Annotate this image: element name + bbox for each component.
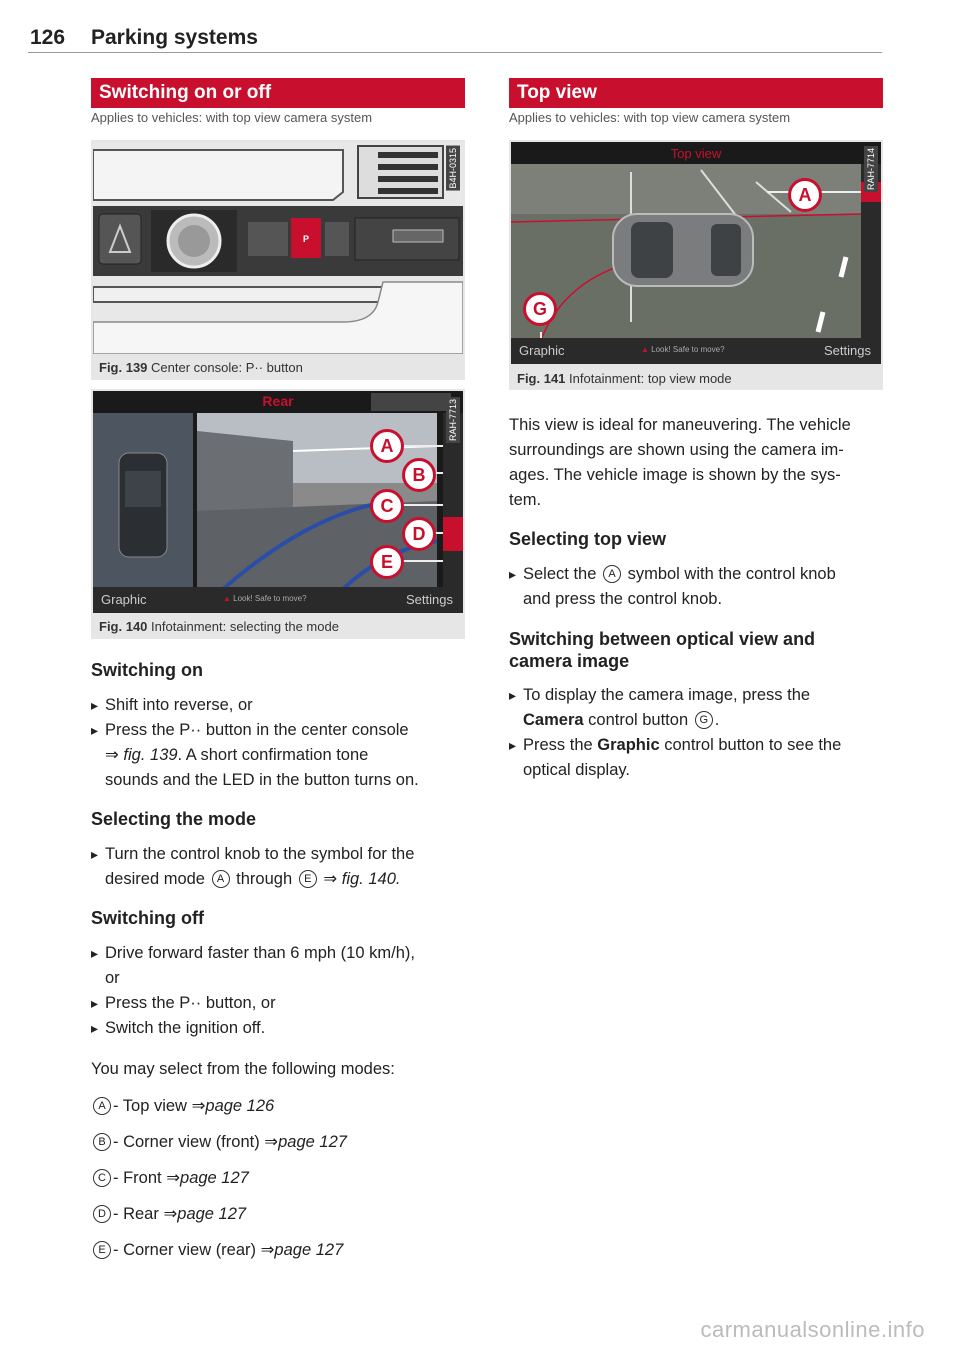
intro-line-1: This view is ideal for maneuvering. The vehicle	[509, 416, 851, 434]
rear-camera-illustration	[93, 391, 463, 613]
modes-intro: You may select from the following modes:	[91, 1060, 395, 1078]
graphic-softkey: Graphic	[101, 592, 147, 607]
heading-selecting-mode: Selecting the mode	[91, 809, 257, 829]
caption-number: Fig. 141	[517, 371, 566, 386]
page-number: 126	[30, 26, 66, 49]
heading-switching-views: Switching between optical view and camera image	[509, 629, 816, 671]
screen-title: Top view	[670, 146, 722, 161]
bullet-display-camera: ▸ To display the camera image, press the	[509, 683, 889, 708]
mode-label-c: C	[370, 489, 404, 523]
bullet-shift-reverse: ▸ Shift into reverse, or	[91, 693, 471, 718]
mode-item-top-view: A - Top view ⇒page 126	[91, 1096, 274, 1116]
infotainment-top-view-screen	[511, 142, 881, 364]
mode-label-a: A	[370, 429, 404, 463]
running-title: Parking systems	[91, 26, 258, 49]
infotainment-rear-screen	[93, 391, 463, 613]
bullet-turn-knob: ▸ Turn the control knob to the symbol for the	[91, 842, 471, 867]
settings-softkey: Settings	[406, 592, 453, 607]
center-console-illustration	[93, 142, 463, 354]
applies-note-right: Applies to vehicles: with top view camera system	[509, 110, 791, 125]
top-view-illustration	[511, 142, 881, 364]
bullet-ignition-off: ▸ Switch the ignition off.	[91, 1016, 471, 1041]
mode-item-rear: D - Rear ⇒page 127	[91, 1204, 246, 1224]
mode-label-b: B	[402, 458, 436, 492]
section-title-switching: Switching on or off	[91, 78, 465, 108]
mode-item-corner-rear: E - Corner view (rear) ⇒page 127	[91, 1240, 343, 1260]
intro-line-3: ages. The vehicle image is shown by the sys-	[509, 466, 841, 484]
settings-softkey: Settings	[824, 343, 871, 358]
bullet-drive-forward: ▸ Drive forward faster than 6 mph (10 km/h),	[91, 941, 471, 966]
camera-button-label-g: G	[523, 292, 557, 326]
bullet-press-button-off: ▸ Press the P·· button, or	[91, 991, 471, 1016]
figure-reference-code: RAH-7714	[866, 148, 876, 191]
screen-title: Rear	[262, 393, 294, 409]
watermark: carmanualsonline.info	[700, 1317, 925, 1342]
graphic-softkey: Graphic	[519, 343, 565, 358]
mode-label-d: D	[402, 517, 436, 551]
bullet-press-button-cont2: sounds and the LED in the button turns on.	[105, 771, 419, 789]
bullet-press-button: ▸ Press the P·· button in the center console	[91, 718, 471, 743]
center-console-image	[93, 142, 463, 354]
header-divider	[28, 52, 882, 53]
bullet-select-symbol-cont: and press the control knob.	[523, 590, 723, 608]
caption-text: Infotainment: selecting the mode	[151, 619, 339, 634]
caption-text: Infotainment: top view mode	[569, 371, 732, 386]
warning-text: ▲ Look! Safe to move?	[641, 345, 725, 354]
screen-bottom-bar	[511, 338, 881, 364]
svg-text:P: P	[302, 234, 310, 244]
mode-label-e: E	[370, 545, 404, 579]
applies-note-left: Applies to vehicles: with top view camera system	[91, 110, 373, 125]
bullet-display-camera-cont: Camera control button G .	[523, 711, 720, 729]
heading-selecting-top-view: Selecting top view	[509, 529, 667, 549]
figure-141	[509, 140, 883, 390]
bullet-turn-knob-cont: desired mode A through E ⇒ fig. 140.	[105, 870, 401, 888]
bullet-press-button-cont: ⇒ fig. 139. A short confirmation tone	[105, 746, 369, 764]
top-view-label-a: A	[788, 178, 822, 212]
mode-item-front: C - Front ⇒page 127	[91, 1168, 249, 1188]
section-title-top-view: Top view	[509, 78, 883, 108]
heading-switching-on: Switching on	[91, 660, 203, 680]
warning-text: ▲ Look! Safe to move?	[223, 594, 307, 603]
caption-number: Fig. 140	[99, 619, 148, 634]
caption-text: Center console: P·· button	[151, 360, 303, 375]
figure-139	[91, 140, 465, 380]
intro-line-2: surroundings are shown using the camera im-	[509, 441, 844, 459]
bullet-press-graphic-cont: optical display.	[523, 761, 631, 779]
mode-item-corner-front: B - Corner view (front) ⇒page 127	[91, 1132, 347, 1152]
figure-140	[91, 389, 465, 639]
figure-reference-code: RAH-7713	[448, 399, 458, 442]
figure-reference-code: B4H-0315	[448, 148, 458, 189]
figure-caption	[517, 371, 732, 386]
intro-line-4: tem.	[509, 491, 542, 509]
heading-switching-off: Switching off	[91, 908, 204, 928]
caption-number: Fig. 139	[99, 360, 148, 375]
bullet-drive-forward-cont: or	[105, 969, 120, 987]
figure-caption	[99, 619, 339, 634]
bullet-select-symbol: ▸ Select the A symbol with the control knob	[509, 562, 889, 587]
bullet-press-graphic: ▸ Press the Graphic control button to see the	[509, 733, 889, 758]
screen-bottom-bar	[93, 587, 463, 613]
figure-caption	[99, 360, 303, 375]
